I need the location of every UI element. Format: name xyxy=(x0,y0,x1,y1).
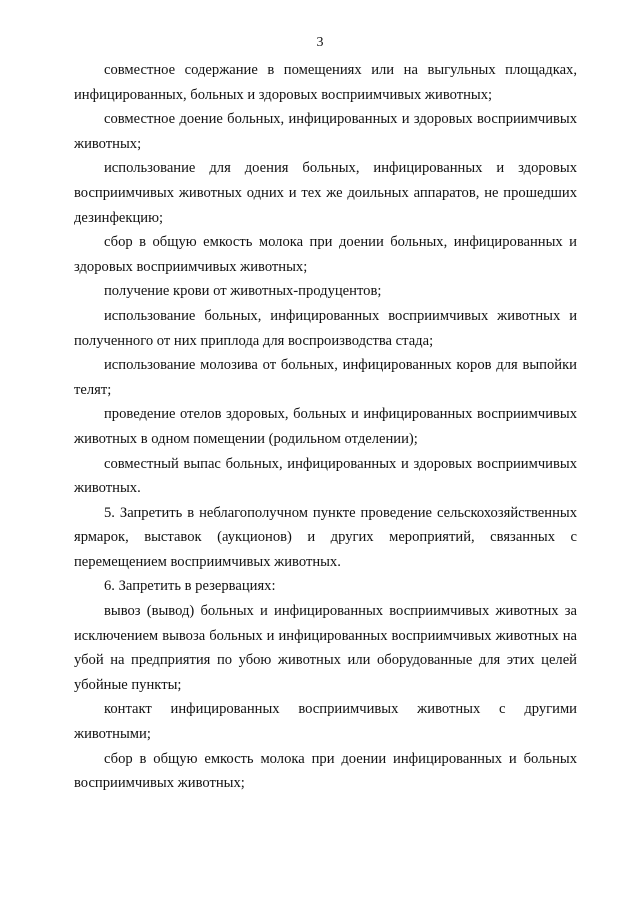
paragraph-joint-housing: совместное содержание в помещениях или на выгульных площадках, инфицированных, больных и здоровых восприимчивых животных; xyxy=(74,62,577,103)
paragraph-animal-contact: контакт инфицированных восприимчивых животных с другими животными; xyxy=(74,701,577,743)
paragraph-item-5-fairs-ban: 5. Запретить в неблагополучном пункте проведение сельскохозяйственных ярмарок, выставок (аукционов) и других мероприятий, связанных с перемещением восприимчивых животных. xyxy=(74,504,577,570)
paragraph-joint-grazing: совместный выпас больных, инфицированных и здоровых восприимчивых животных. xyxy=(74,455,577,497)
page-number: 3 xyxy=(316,35,324,50)
paragraph-milk-collection: сбор в общую емкость молока при доении больных, инфицированных и здоровых восприимчивых животных; xyxy=(74,234,577,275)
paragraph-animal-removal: вывоз (вывод) больных и инфицированных восприимчивых животных за исключением вывоза больных и инфицированных восприимчивых животных на убой на предприятия по убою животных или оборудованные для этих целей убойные пункты; xyxy=(74,603,577,693)
paragraph-colostrum-use: использование молозива от больных, инфицированных коров для выпойки телят; xyxy=(74,357,577,398)
paragraph-joint-milking: совместное доение больных, инфицированных и здоровых восприимчивых животных; xyxy=(74,111,577,152)
document-body xyxy=(74,58,577,796)
paragraph-reservation-milk-collection: сбор в общую емкость молока при доении инфицированных и больных восприимчивых животных; xyxy=(74,750,577,792)
paragraph-herd-reproduction: использование больных, инфицированных восприимчивых животных и полученного от них приплода для воспроизводства стада; xyxy=(74,307,577,349)
paragraph-calving: проведение отелов здоровых, больных и инфицированных восприимчивых животных в одном помещении (родильном отделении); xyxy=(74,406,577,447)
paragraph-milking-equipment: использование для доения больных, инфицированных и здоровых восприимчивых животных одних и тех же доильных аппаратов, не прошедших дезинфекцию; xyxy=(74,160,577,226)
paragraph-blood-collection: получение крови от животных-продуцентов; xyxy=(104,283,382,300)
paragraph-item-6-heading: 6. Запретить в резервациях: xyxy=(104,578,276,595)
